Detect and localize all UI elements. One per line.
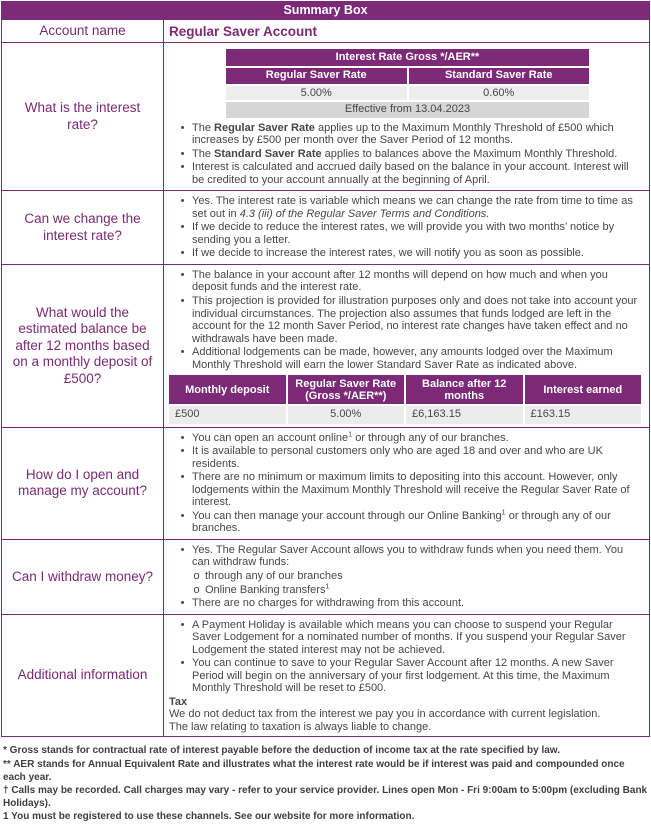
section-row-change-rate	[2, 190, 649, 264]
section-label-additional-info	[2, 615, 164, 737]
sub-bullet-item	[169, 581, 641, 597]
section-content-estimated-balance	[164, 265, 649, 427]
footnote: * Gross stands for contractual rate of interest payable before the deduction of income tax at the rate specified by law.	[3, 745, 560, 757]
projection-table-header	[169, 375, 641, 404]
bullet-text: If we decide to reduce the interest rates, we will provide you with two months’ notice by sending you a letter.	[192, 221, 615, 246]
bullet-text: This projection is provided for illustration purposes only and does not take into account your individual circumstances. The projection also assumes that funds lodged are left in the account for the 12 month Saver Period, no interest rate changes have taken effect and no withdrawals have been made.	[192, 294, 638, 345]
bullet-item	[169, 161, 641, 186]
bullet-list	[169, 122, 641, 187]
footnote: ** AER stands for Annual Equivalent Rate and illustrates what the interest rate would be if interest was paid and compounded once each year.	[3, 758, 625, 783]
bullet-marker: •	[180, 147, 185, 160]
bullet-marker: •	[180, 597, 185, 610]
bullet-item	[169, 195, 641, 220]
rate-table-values	[226, 86, 589, 101]
bullet-item	[169, 295, 641, 345]
rate-effective-date: Effective from 13.04.2023	[226, 102, 589, 118]
projection-cell: 5.00%	[288, 406, 405, 424]
bullet-marker: •	[180, 471, 185, 484]
bullet-text: Additional lodgements can be made, however, any amounts lodged over the Maximum Monthly Threshold will earn the lower Standard Saver Rate as indicated above.	[192, 346, 613, 371]
bullet-marker: •	[180, 657, 185, 670]
section-label-estimated-balance	[2, 265, 164, 427]
summary-box-title: Summary Box	[2, 2, 649, 19]
bullet-item	[169, 221, 641, 246]
bullet-text: If we decide to increase the interest rates, we will notify you as soon as possible.	[192, 247, 584, 260]
section-label-account-name	[2, 20, 164, 42]
bullet-text: There are no charges for withdrawing from this account.	[192, 597, 465, 610]
footnote: † Calls may be recorded. Call charges may vary - refer to your service provider. Lines open Mon - Fri 9:00am to 5:00pm (excluding Bank Holidays).	[3, 784, 648, 810]
bullet-item	[169, 269, 641, 294]
bullet-item	[169, 657, 641, 695]
rate-value: 5.00%	[226, 86, 407, 101]
bullet-list	[169, 195, 641, 260]
section-label-text: Account name	[39, 23, 126, 38]
section-label-text: What would the estimated balance be after 12 months based on a monthly deposit of £500?	[12, 304, 153, 386]
rate-value: 0.60%	[409, 86, 590, 101]
bullet-text: The balance in your account after 12 months will depend on how much and when you deposit funds and the interest rate.	[192, 268, 608, 294]
bullet-text: Yes. The Regular Saver Account allows you to withdraw funds when you need them. You can withdraw funds:	[192, 543, 624, 569]
rate-column-header: Regular Saver Rate	[226, 68, 407, 84]
bullet-item	[169, 148, 641, 161]
bullet-item	[169, 510, 641, 535]
projection-table	[169, 375, 641, 424]
projection-column-header: Interest earned	[525, 375, 642, 404]
section-content-open-manage	[164, 428, 649, 539]
sub-bullet-text: Online Banking transfers$^1$	[205, 581, 330, 596]
bullet-text: A Payment Holiday is available which means you can choose to suspend your Regular Saver Lodgement for a nominated number of months. If you suspend your Regular Saver Lodgement the stated interest may not be achieved.	[192, 618, 626, 656]
bullet-marker: •	[180, 268, 185, 281]
section-label-text: How do I open and manage my account?	[17, 466, 148, 499]
section-label-text: Can I withdraw money?	[11, 568, 154, 584]
bullet-list	[169, 544, 641, 610]
rate-table-header: Interest Rate Gross */AER**	[226, 49, 589, 66]
section-content-interest-rate	[164, 43, 649, 190]
bullet-marker: •	[180, 618, 185, 631]
bullet-list	[169, 432, 641, 535]
section-content-withdraw	[164, 540, 649, 614]
section-label-text: Can we change the interest rate?	[24, 211, 141, 243]
projection-table-row	[169, 406, 641, 424]
section-row-estimated-balance	[2, 264, 649, 427]
bullet-marker: •	[180, 543, 185, 556]
bullet-marker: •	[180, 247, 185, 260]
bullet-text: It is available to personal customers only who are aged 18 and over and who are UK residents.	[192, 445, 603, 470]
section-content-change-rate	[164, 191, 649, 264]
projection-column-header: Balance after 12 months	[406, 375, 523, 404]
section-row-open-manage	[2, 427, 649, 539]
bullet-item	[169, 544, 641, 569]
summary-box-table	[1, 1, 650, 737]
bullet-text: Interest is calculated and accrued daily based on the balance in your account. Interest will be credited to your account annually at the beginning of April.	[192, 161, 629, 186]
bullet-marker: •	[180, 221, 185, 234]
section-label-change-rate	[2, 191, 164, 264]
section-row-withdraw	[2, 539, 649, 614]
section-row-additional-info	[2, 614, 649, 737]
projection-column-header: Regular Saver Rate (Gross */AER**)	[288, 375, 405, 404]
sub-bullet-item	[169, 570, 641, 583]
account-name-value: Regular Saver Account	[169, 24, 318, 39]
bullet-text: You can open an account online$^1$ or through any of our branches.	[192, 430, 509, 444]
bullet-item	[169, 445, 641, 470]
section-label-text: What is the interest rate?	[24, 100, 141, 132]
summary-table-body	[2, 19, 649, 736]
bullet-item	[169, 597, 641, 610]
section-row-account-name	[2, 19, 649, 42]
projection-cell: £6,163.15	[406, 406, 523, 424]
bullet-marker: •	[180, 195, 185, 208]
tax-heading: Tax	[169, 695, 188, 708]
bullet-marker: •	[180, 121, 185, 134]
section-label-interest-rate	[2, 43, 164, 190]
bullet-item	[169, 619, 641, 657]
section-content-additional-info	[164, 615, 649, 737]
bullet-marker: •	[180, 161, 185, 174]
rate-table-columns	[226, 68, 589, 84]
section-row-interest-rate	[2, 42, 649, 190]
section-label-open-manage	[2, 428, 164, 539]
sub-bullet-text: through any of our branches	[205, 570, 343, 582]
paragraph: The law relating to taxation is always liable to change.	[169, 720, 432, 733]
interest-rate-table	[226, 49, 589, 117]
bullet-marker: •	[180, 294, 185, 307]
sub-bullet-marker: o	[193, 570, 200, 582]
bullet-list	[169, 619, 641, 695]
bullet-item	[169, 122, 641, 147]
bullet-text: The Standard Saver Rate applies to balances above the Maximum Monthly Threshold.	[192, 147, 618, 160]
section-content-account-name	[164, 20, 649, 42]
bullet-text: You can continue to save to your Regular Saver Account after 12 months. A new Saver Period will begin on the anniversary of your first lodgement. At this time, the Maximum Monthly Threshold will be reset to £500.	[192, 657, 614, 695]
bullet-marker: •	[180, 509, 185, 522]
projection-column-header: Monthly deposit	[169, 375, 286, 404]
bullet-marker: •	[180, 346, 185, 359]
bullet-text: You can then manage your account through our Online Banking$^1$ or through any of our branches.	[192, 508, 611, 535]
rate-column-header: Standard Saver Rate	[409, 68, 590, 84]
projection-cell: £500	[169, 406, 286, 424]
bullet-item	[169, 471, 641, 509]
section-label-text: Additional information	[17, 667, 148, 683]
bullet-marker: •	[180, 445, 185, 458]
bullet-item	[169, 346, 641, 371]
footnotes	[1, 737, 650, 827]
bullet-text: There are no minimum or maximum limits to depositing into this account. However, only lodgements within the Maximum Monthly Threshold will receive the Regular Saver Rate of interest.	[192, 471, 630, 509]
section-label-withdraw	[2, 540, 164, 614]
bullet-item	[169, 247, 641, 260]
bullet-item	[169, 432, 641, 445]
bullet-list	[169, 269, 641, 371]
sub-bullet-marker: o	[193, 583, 200, 596]
projection-cell: £163.15	[525, 406, 642, 424]
bullet-text: The Regular Saver Rate applies up to the Maximum Monthly Threshold of £500 which increases by £500 per month over the Saver Period of 12 months.	[192, 121, 614, 147]
paragraph: We do not deduct tax from the interest we pay you in accordance with current legislation.	[169, 708, 601, 721]
bullet-text: Yes. The interest rate is variable which means we can change the rate from time to time as set out in 4.3 (iii) of the Regular Saver Terms and Conditions.	[192, 195, 633, 220]
bullet-marker: •	[180, 431, 185, 444]
footnote: 1 You must be registered to use these channels. See our website for more information.	[3, 811, 415, 823]
